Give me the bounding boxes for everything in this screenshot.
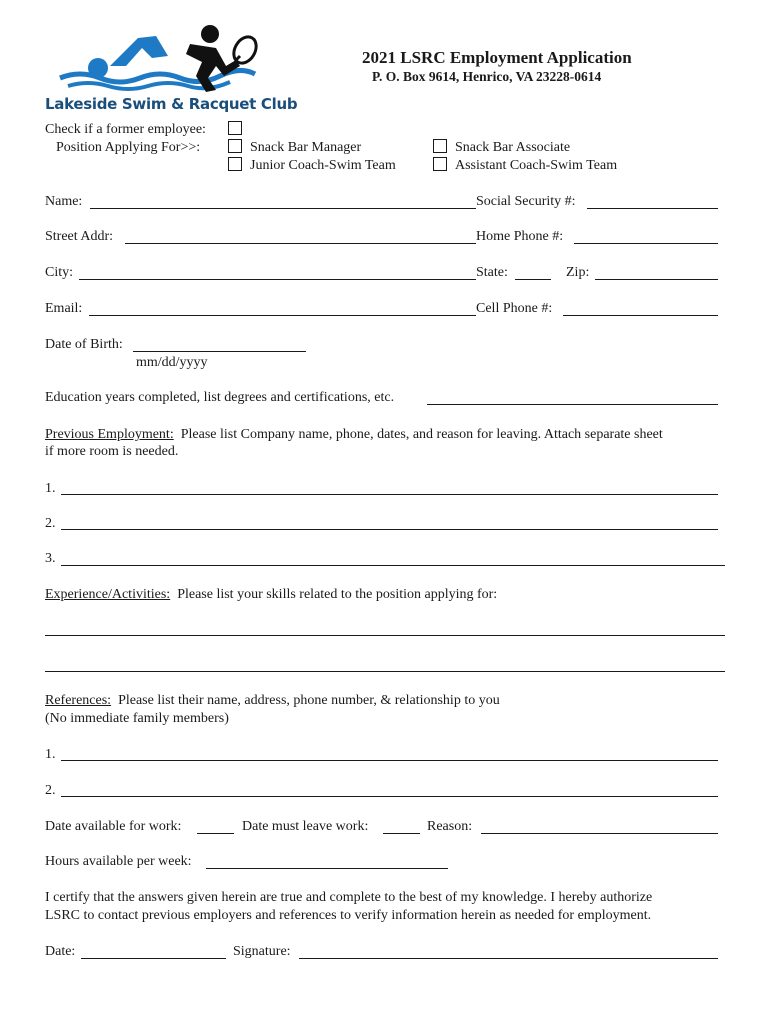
club-address: P. O. Box 9614, Henrico, VA 23228-0614 <box>372 69 602 84</box>
employment-number-3: 3. <box>45 551 56 566</box>
city-field[interactable] <box>79 279 476 280</box>
former-employee-checkbox[interactable] <box>228 121 242 135</box>
reason-field[interactable] <box>481 833 718 834</box>
employment-number-2: 2. <box>45 516 56 531</box>
zip-label: Zip: <box>566 265 590 280</box>
form-title: 2021 LSRC Employment Application <box>362 48 632 67</box>
name-field[interactable] <box>90 208 476 209</box>
name-label: Name: <box>45 194 83 209</box>
assistant-coach-checkbox[interactable] <box>433 157 447 171</box>
previous-employment-instructions-cont: if more room is needed. <box>45 444 179 459</box>
certification-line-2: LSRC to contact previous employers and references to verify information herein as needed for employment. <box>45 908 652 923</box>
employment-line-3[interactable] <box>61 565 725 566</box>
cell-phone-label: Cell Phone #: <box>476 301 553 316</box>
references-heading <box>45 693 500 709</box>
junior-coach-checkbox[interactable] <box>228 157 242 171</box>
city-label: City: <box>45 265 74 280</box>
reference-line-1[interactable] <box>61 760 718 761</box>
experience-line-1[interactable] <box>45 635 725 636</box>
position-label: Position Applying For>>: <box>56 140 201 155</box>
references-title: References: <box>45 693 112 708</box>
reference-line-2[interactable] <box>61 796 718 797</box>
hours-label: Hours available per week: <box>45 854 192 869</box>
certification-line-1: I certify that the answers given herein are true and complete to the best of my knowledge. I hereby authorize <box>45 890 653 905</box>
home-phone-field[interactable] <box>574 243 718 244</box>
references-instructions: Please list their name, address, phone number, & relationship to you <box>118 693 500 708</box>
reference-number-2: 2. <box>45 783 56 798</box>
previous-employment-title: Previous Employment: <box>45 427 174 442</box>
signature-label: Signature: <box>233 944 291 959</box>
date-available-label: Date available for work: <box>45 819 182 834</box>
date-leave-label: Date must leave work: <box>242 819 369 834</box>
employment-line-2[interactable] <box>61 529 718 530</box>
references-note: (No immediate family members) <box>45 711 229 726</box>
reason-label: Reason: <box>427 819 473 834</box>
previous-employment-instructions: Please list Company name, phone, dates, and reason for leaving. Attach separate sheet <box>180 427 663 442</box>
experience-line-2[interactable] <box>45 671 725 672</box>
dob-field[interactable] <box>133 351 306 352</box>
street-field[interactable] <box>125 243 476 244</box>
dob-hint: mm/dd/yyyy <box>136 355 208 370</box>
employment-number-1: 1. <box>45 481 56 496</box>
former-employee-label: Check if a former employee: <box>45 122 206 137</box>
assistant-coach-label: Assistant Coach-Swim Team <box>455 158 618 173</box>
ssn-field[interactable] <box>587 208 718 209</box>
experience-title: Experience/Activities: <box>45 587 171 602</box>
email-field[interactable] <box>89 315 476 316</box>
zip-field[interactable] <box>595 279 718 280</box>
employment-line-1[interactable] <box>61 494 718 495</box>
experience-instructions: Please list your skills related to the position applying for: <box>177 587 498 602</box>
snack-bar-manager-label: Snack Bar Manager <box>250 140 362 155</box>
snack-bar-manager-checkbox[interactable] <box>228 139 242 153</box>
previous-employment-heading <box>45 427 663 443</box>
hours-field[interactable] <box>206 868 448 869</box>
state-field[interactable] <box>515 279 551 280</box>
date-leave-field[interactable] <box>383 833 420 834</box>
swimmer-tennis-logo-icon <box>40 20 280 100</box>
street-label: Street Addr: <box>45 229 114 244</box>
dob-label: Date of Birth: <box>45 337 123 352</box>
snack-bar-associate-checkbox[interactable] <box>433 139 447 153</box>
state-label: State: <box>476 265 508 280</box>
education-field[interactable] <box>427 404 718 405</box>
ssn-label: Social Security #: <box>476 194 576 209</box>
cell-phone-field[interactable] <box>563 315 718 316</box>
home-phone-label: Home Phone #: <box>476 229 564 244</box>
logo <box>40 20 298 120</box>
signature-field[interactable] <box>299 958 718 959</box>
education-label: Education years completed, list degrees and certifications, etc. <box>45 390 395 405</box>
date-available-field[interactable] <box>197 833 234 834</box>
snack-bar-associate-label: Snack Bar Associate <box>455 140 571 155</box>
experience-heading <box>45 587 497 603</box>
junior-coach-label: Junior Coach-Swim Team <box>250 158 396 173</box>
email-label: Email: <box>45 301 83 316</box>
logo-text: Lakeside Swim & Racquet Club <box>45 95 298 113</box>
date-field[interactable] <box>81 958 226 959</box>
date-label: Date: <box>45 944 76 959</box>
reference-number-1: 1. <box>45 747 56 762</box>
